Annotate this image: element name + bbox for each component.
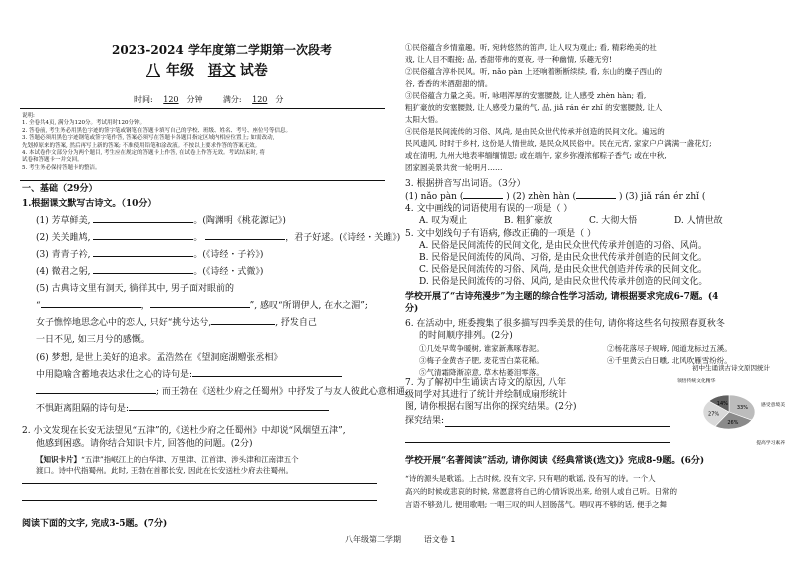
subject-label: 试卷 <box>239 63 268 79</box>
pie-value-label: 33% <box>736 404 748 411</box>
q6-line: 6. 在活动中, 班委搜集了很多描写四季美景的佳句, 请你将这些名句按照春夏秋冬 <box>405 319 725 329</box>
score-unit: 分 <box>275 95 284 104</box>
pie-slice-label: 感受意境美 <box>761 403 785 408</box>
q1-item-post: 。(《诗经・子衿》) <box>193 250 264 260</box>
answer-blank[interactable] <box>576 190 616 199</box>
answer-blank[interactable] <box>192 368 342 377</box>
q5-option[interactable]: D. 民俗是民间流传的习俗、风尚, 是由民众世代传承并创造的民间文化。 <box>419 277 708 287</box>
q6-item: ⑤气清霜降渐凉意, 草木枯萎泪零落。 <box>419 368 544 377</box>
answer-blank[interactable] <box>41 299 141 308</box>
q5-option[interactable]: A. 民俗是民间流传的民间文化, 是由民众世代传承并创造的习俗、风尚。 <box>419 241 707 251</box>
answer-blank[interactable] <box>93 265 193 274</box>
passage-line: 民风遗风, 时时于乡村, 这份是人情世故, 是民众风民俗中。民在元宵, 家家户户满满一盏花灯; <box>405 139 712 148</box>
activity1-title-pre: 学校开展了 <box>405 292 451 302</box>
q1-item-pre: (1) 芳草鲜美, <box>36 216 91 226</box>
grade-value: 八 <box>146 63 160 79</box>
q1-item-post: 。(陶渊明《桃花源记》) <box>193 216 286 226</box>
pie-value-label: 14% <box>716 400 728 407</box>
q6-items <box>419 343 544 379</box>
q1-6-line: ; 而王勃在《送杜少府之任蜀州》中抒发了与友人彼此心意相通、 <box>156 387 414 397</box>
q1-title: 1.根据课文默写古诗文。（10分） <box>22 199 157 209</box>
q1-item-post: 。(《诗经・式微》) <box>193 267 264 277</box>
time-unit: 分钟 <box>186 95 203 104</box>
q1-item-6 <box>36 350 414 418</box>
answer-blank[interactable] <box>36 385 156 394</box>
answer-blank[interactable] <box>150 299 250 308</box>
q5-option[interactable]: C. 民俗是民间流传的习俗、风尚, 是由民众世代创造并传承的民间文化。 <box>419 265 708 275</box>
answer-blank[interactable] <box>205 231 285 240</box>
q2-line: 他感到困惑。请你结合知识卡片, 回答他的问题。(2分) <box>36 439 253 449</box>
grade-label: 年级 <box>166 63 194 79</box>
q1-5-line: ”, 感叹“所谓伊人, 在水之湄”; <box>249 301 368 311</box>
time-value: 120 <box>163 95 179 104</box>
q6 <box>405 318 725 342</box>
pie-slices <box>703 395 755 429</box>
score-label: 满分: <box>222 95 242 104</box>
answer-line[interactable] <box>445 426 670 427</box>
q4-option[interactable]: B. 粗犷豪放 <box>504 216 553 226</box>
q1-item-post: 。 <box>193 233 203 243</box>
footer-left: 八年级第二学期 <box>345 535 401 544</box>
q2-line: 2. 小文发现在长安无法望见“五津”的,《送杜少府之任蜀州》中却说“风烟望五津”, <box>22 426 346 436</box>
page-footer <box>345 534 456 545</box>
instruction-line: 4. 本试卷作文部分分为两个题目, 考生应在规定的答题卡上作答, 在试卷上作答无效。考试结束时, 将 <box>22 150 265 157</box>
pie-value-label: 26% <box>727 419 739 426</box>
answer-blank[interactable] <box>463 190 503 199</box>
instructions <box>22 113 291 172</box>
q1-item-5: (5) 古典诗文里有洞天, 徜徉其中, 男子面对眼前的 “ ， ”, 感叹“所谓伊人, 在水之湄”; 女子憔悴地思念心中的恋人, 只好“挑兮达兮, , 抒发自己 一日不见, 如三月兮的感慨。 <box>36 281 368 349</box>
answer-blank[interactable] <box>93 248 193 257</box>
activity2-line: 高兴的时候或悲哀的时候, 常愿意将自己的心情诉说出来, 给别人或自己听。日常的 <box>405 487 678 496</box>
activity1-title-line2: 分) <box>405 304 419 314</box>
q4 <box>405 203 723 227</box>
q7-answer-label: 探究结果: <box>405 416 445 426</box>
instructions-divider <box>20 180 385 181</box>
passage-line: 谷, 香香的米酒甜甜的情。 <box>405 79 493 88</box>
passage-line: ②民俗蕴含淳朴民风。听, nǎo pàn 上还响着断断续续, 看, 东山的麋子西山的 <box>405 67 662 76</box>
activity2-line: 言语不够劲儿, 便用歌唱; 一唱三叹的叫人回肠荡气。唱叹再不够的话, 便手之舞 <box>405 500 667 509</box>
pie-value-label: 27% <box>708 411 720 418</box>
passage-line: 粗犷豪放的安塞腰鼓, 让人感受力量的气, 品, jiǎ rán ér zhǐ 的安塞腰鼓, 让人 <box>405 103 663 112</box>
exam-title: 2023-2024 学年度第二学期第一次段考 <box>112 43 332 57</box>
q7-answer <box>405 416 444 427</box>
answer-blank[interactable] <box>211 316 275 325</box>
q4-option[interactable]: D. 人情世故 <box>674 216 723 226</box>
activity2-line: “诗的源头是歌谣。上古时候, 没有文字, 只有唱的歌谣, 没有写的诗。一个人 <box>405 474 656 483</box>
passage-line: ④民俗是民间流传的习俗、风尚, 是由民众世代传承并创造的民间文化。遍远的 <box>405 127 665 136</box>
passage <box>405 42 712 174</box>
score-value: 120 <box>252 95 268 104</box>
passage-line: 戏, 让人目不暇接; 品, 香甜带弗的夏夜, 寻一种幽情, 乐趣无穷! <box>405 55 612 64</box>
answer-blank[interactable] <box>93 214 193 223</box>
q7-line: 7. 为了解初中生诵读古诗文的原因, 八年 <box>405 378 567 388</box>
answer-line[interactable] <box>405 442 670 443</box>
reasons-pie-chart <box>675 360 787 450</box>
footer-right: 语文卷 1 <box>423 535 456 544</box>
q1-item-3 <box>36 248 263 261</box>
pie-slice-label: 领悟传统文化精华 <box>677 379 716 384</box>
activity1-title-quote: “古诗苑漫步” <box>450 292 506 302</box>
subject-value: 语文 <box>207 63 236 79</box>
q4-option[interactable]: C. 大彻大悟 <box>589 216 638 226</box>
instruction-line: 试卷和答题卡一并交回。 <box>22 157 83 164</box>
pie-slice-label: 提高学习素养 <box>756 441 785 446</box>
passage-line: 或在清明, 九州大地表率缅缅情思; 或在端午, 家乡弥漫浓郁粽子香气; 或在中秋, <box>405 151 667 160</box>
card-line: 渡口。诗中代指蜀州。此时, 王勃在首都长安, 因此在长安送杜少府去往蜀州。 <box>36 466 294 475</box>
activity1-title-post: 为主题的综合性学习活动, 请根据要求完成6-7题。(4 <box>505 292 719 302</box>
q7-line: 图, 请你根据右图写出你的探究结果。(2分) <box>405 402 577 412</box>
q1-5-line: (5) 古典诗文里有洞天, 徜徉其中, 男子面对眼前的 <box>36 284 235 294</box>
q1-5-line: , 抒发自己 <box>275 318 317 328</box>
q4-option[interactable]: A. 叹为观止 <box>419 216 468 226</box>
passage-line: 太阳大悟。 <box>405 115 443 124</box>
chart-title: 初中生诵读古诗文原因统计 <box>692 364 770 372</box>
q6-item: ②杨花落尽子规啼, 闻道龙标过五溪。 <box>607 344 732 353</box>
q1-5-line: 一日不见, 如三月兮的感慨。 <box>36 335 150 345</box>
q1-6-line: (6) 梦想, 是世上美好的追求。孟浩然在《望洞庭湖赠张丞相》 <box>36 353 283 363</box>
q1-5-line: 女子憔悴地思念心中的恋人, 只好“挑兮达兮, <box>36 318 212 328</box>
q2 <box>22 425 346 451</box>
q1-6-line: 不惧距离阻隔的诗句是: <box>36 404 130 414</box>
instruction-line: 2. 答卷前, 考生务必用黑色字迹的签字笔或钢笔在答题卡填写自己的学校、班级、姓名、考号、座位号等信息。 <box>22 127 291 134</box>
activity2-title: 学校开展“名著阅读”活动, 请你阅读《经典常谈(选文)》完成8-9题。(6分) <box>405 456 705 466</box>
q6-item: ①几处早莺争暖树, 谁家新燕啄春泥。 <box>419 344 544 353</box>
q3 <box>405 178 705 203</box>
q7-line: 级同学对其进行了统计并绘制成扇形统计 <box>405 390 568 400</box>
q3-item: (1) nǎo pàn ( <box>405 192 464 202</box>
answer-line[interactable] <box>22 483 377 484</box>
title-divider <box>20 108 385 109</box>
q5 <box>405 228 707 288</box>
time-label: 时间: <box>134 95 153 104</box>
q4-title: 4. 文中画线的词语使用有误的一项是（ ） <box>405 204 573 214</box>
instruction-line: 先划掉原来的答案, 然后再写上新的答案; 不准使用铅笔和涂改液。不按以上要求作答的答案无效。 <box>22 142 261 149</box>
instruction-line: 3. 答题必须用黑色字迹钢笔或签字笔作答, 答案必须写在答题卡各题目指定区域内相应位置上; 如需改动, <box>22 135 275 142</box>
q1-6-line: 中用隐喻含蓄地表达求仕之心的诗句是: <box>36 370 193 380</box>
answer-blank[interactable] <box>129 402 329 411</box>
card-line: “五津”指岷江上的白华津、万里津、江首津、涉头津和江南津五个 <box>81 455 299 464</box>
answer-blank[interactable] <box>93 231 193 240</box>
q1-item-pre: (4) 微君之躬, <box>36 267 91 277</box>
activity1-title <box>405 291 718 315</box>
q1-item-1 <box>36 214 286 227</box>
q6-item: ④千里黄云白日曛, 北风吹雁雪纷纷。 <box>607 356 732 365</box>
answer-line[interactable] <box>22 500 377 501</box>
passage-line: 团家圆美景共赏一轮明月…… <box>405 163 503 172</box>
q5-title: 5. 文中划线句子有语病, 修改正确的一项是（ ） <box>405 229 597 239</box>
q7 <box>405 377 576 413</box>
q3-title: 3. 根据拼音写出词语。（3分） <box>405 179 526 189</box>
knowledge-card <box>36 454 299 476</box>
reading-prompt: 阅读下面的文字, 完成3-5题。(7分) <box>22 519 168 529</box>
q6-line: 的时间顺序排列。(2分) <box>419 331 513 341</box>
q1-item-post: ，君子好逑。(《诗经・关雎》) <box>285 233 401 243</box>
instruction-line: 1. 全卷共4页, 满分为120分。考试用时120分钟。 <box>22 120 145 127</box>
q1-item-4 <box>36 265 263 278</box>
q1-item-pre: (3) 青青子衿, <box>36 250 91 260</box>
q3-item: ) (3) jiǎ rán ér zhǐ ( <box>618 192 706 202</box>
activity2-passage <box>405 472 677 511</box>
q6-item: ③梅子金黄杏子肥, 麦花雪白菜花稀。 <box>419 356 544 365</box>
passage-line: ①民俗蕴含乡情童趣。听, 宛转悠然的笛声, 让人叹为观止; 看, 精彩绝美的社 <box>405 43 657 52</box>
section1-title: 一、基础（29分） <box>22 184 98 194</box>
q5-option[interactable]: B. 民俗是民间流传的风尚、习俗, 是由民众世代传承并创造的民间文化。 <box>419 253 708 263</box>
card-label: 【知识卡片】 <box>36 455 81 464</box>
time-score-line <box>134 95 283 105</box>
instruction-line: 5. 考生务必保持答题卡的整洁。 <box>22 164 101 171</box>
q1-5-quote-open: “ <box>36 301 41 311</box>
q1-item-2 <box>36 231 400 244</box>
passage-line: ③民俗蕴含力量之美。听, 咏唱浑厚的安塞腰鼓, 让人感受 zhèn hàn; 看, <box>405 91 647 100</box>
q1-item-pre: (2) 关关雎鸠, <box>36 233 91 243</box>
instructions-title: 说明: <box>22 113 35 119</box>
grade-subject-line <box>140 60 268 80</box>
q3-item: ) (2) zhèn hàn ( <box>506 192 577 202</box>
